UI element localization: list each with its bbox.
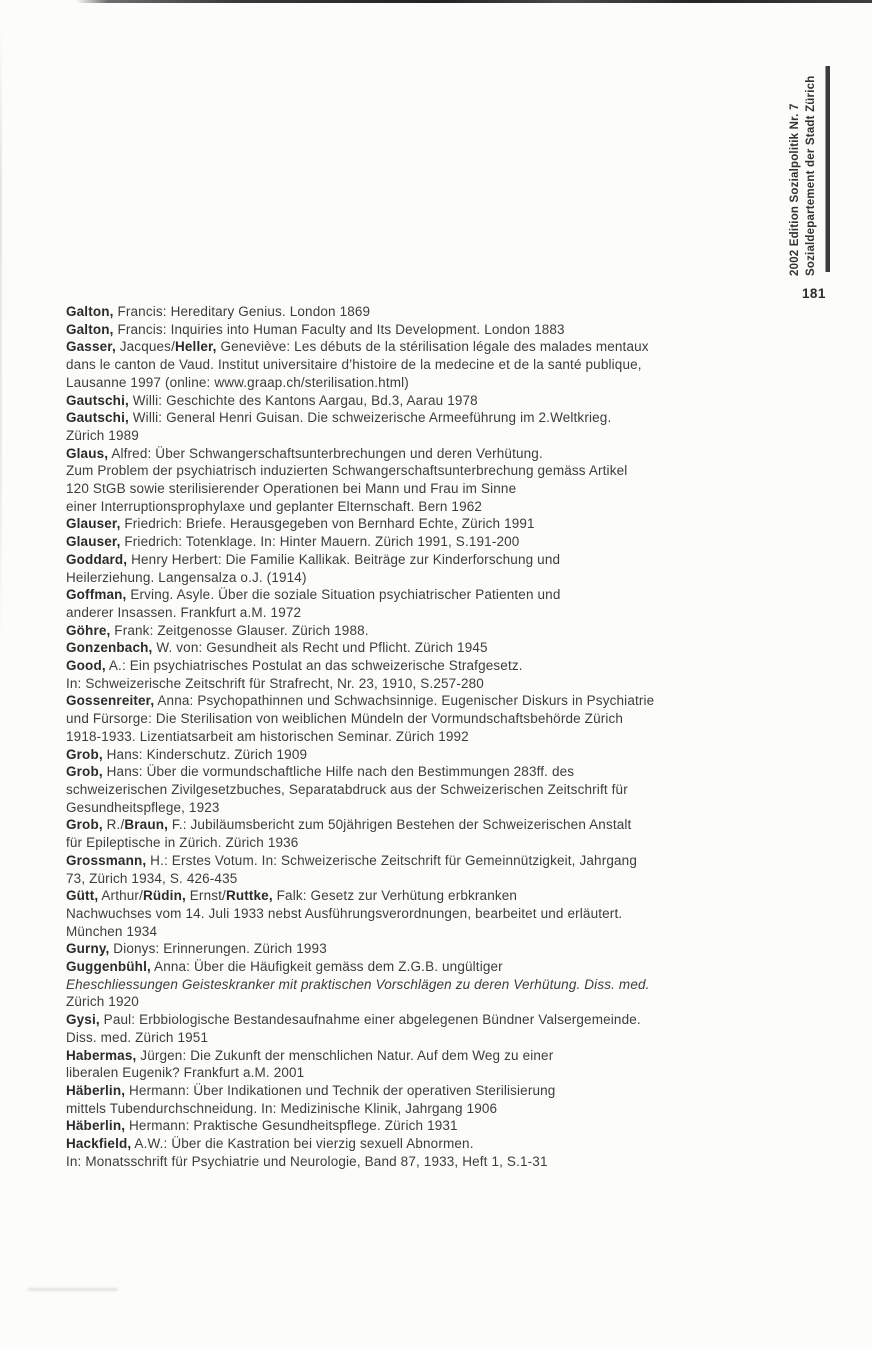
bib-line: Hackfield, A.W.: Über die Kastration bei vierzig sexuell Abnormen. — [66, 1136, 474, 1152]
bib-line: Habermas, Jürgen: Die Zukunft der menschlichen Natur. Auf dem Weg zu einer — [66, 1047, 554, 1063]
bib-line: Gesundheitspflege, 1923 — [66, 799, 220, 815]
bib-line: Galton, Francis: Inquiries into Human Faculty and Its Development. London 1883 — [66, 321, 565, 337]
bib-line: München 1934 — [66, 923, 158, 939]
scan-edge-top — [76, 0, 872, 3]
bib-line: Goffman, Erving. Asyle. Über die soziale Situation psychiatrischer Patienten und — [66, 587, 561, 603]
bib-line: Gysi, Paul: Erbbiologische Bestandesaufnahme einer abgelegenen Bündner Valsergemeinde. — [66, 1012, 641, 1028]
bib-line: Glauser, Friedrich: Briefe. Herausgegeben von Bernhard Echte, Zürich 1991 — [66, 516, 535, 532]
bib-line: Nachwuchses vom 14. Juli 1933 nebst Ausführungsverordnungen, bearbeitet und erläutert. — [66, 905, 623, 921]
bib-line: und Fürsorge: Die Sterilisation von weiblichen Mündeln der Vormundschaftsbehörde Zürich — [66, 711, 624, 727]
bib-line: Gossenreiter, Anna: Psychopathinnen und Schwachsinnige. Eugenischer Diskurs in Psychiatrie — [66, 693, 655, 709]
bib-line: Gautschi, Willi: Geschichte des Kantons Aargau, Bd.3, Aarau 1978 — [66, 392, 478, 408]
bib-line: Zum Problem der psychiatrisch induzierten Schwangerschaftsunterbrechung gemäss Artikel — [66, 463, 628, 479]
bib-line: 1918-1933. Lizentiatsarbeit am historischen Seminar. Zürich 1992 — [66, 728, 469, 744]
edition-label: 2002 Edition Sozialpolitik Nr. 7 — [789, 103, 801, 276]
bib-line: 73, Zürich 1934, S. 426-435 — [66, 870, 238, 886]
bib-line: Grob, Hans: Kinderschutz. Zürich 1909 — [66, 746, 308, 762]
bib-line: Gütt, Arthur/Rüdin, Ernst/Ruttke, Falk: Gesetz zur Verhütung erbkranken — [66, 888, 518, 904]
bib-line: In: Monatsschrift für Psychiatrie und Neurologie, Band 87, 1933, Heft 1, S.1-31 — [66, 1153, 548, 1169]
bib-line: Göhre, Frank: Zeitgenosse Glauser. Zürich 1988. — [66, 622, 369, 638]
bib-line: einer Interruptionsprophylaxe und geplanter Elternschaft. Bern 1962 — [66, 498, 483, 514]
bib-line: Zürich 1989 — [66, 427, 139, 443]
bib-line: mittels Tubendurchschneidung. In: Medizinische Klinik, Jahrgang 1906 — [66, 1100, 498, 1116]
department-label: Sozialdepartement der Stadt Zürich — [805, 75, 817, 276]
bib-line: Häberlin, Hermann: Über Indikationen und Technik der operativen Sterilisierung — [66, 1082, 556, 1098]
bib-line: Lausanne 1997 (online: www.graap.ch/sterilisation.html) — [66, 374, 409, 390]
bib-line: Heilerziehung. Langensalza o.J. (1914) — [66, 569, 307, 585]
bib-line: Goddard, Henry Herbert: Die Familie Kallikak. Beiträge zur Kinderforschung und — [66, 551, 561, 567]
bib-line: Grossmann, H.: Erstes Votum. In: Schweizerische Zeitschrift für Gemeinnützigkeit, Jahrgang — [66, 852, 637, 868]
bib-line: Guggenbühl, Anna: Über die Häufigkeit gemäss dem Z.G.B. ungültiger — [66, 959, 503, 975]
bib-line: anderer Insassen. Frankfurt a.M. 1972 — [66, 604, 302, 620]
bib-line: für Epileptische in Zürich. Zürich 1936 — [66, 835, 299, 851]
bibliography-list — [66, 303, 766, 1170]
scan-smudge — [28, 1288, 118, 1291]
bib-line: Grob, Hans: Über die vormundschaftliche Hilfe nach den Bestimmungen 283ff. des — [66, 764, 575, 780]
bib-line: Eheschliessungen Geisteskranker mit praktischen Vorschlägen zu deren Verhütung. Diss. med. — [66, 976, 650, 992]
bib-line: liberalen Eugenik? Frankfurt a.M. 2001 — [66, 1065, 305, 1081]
bib-line: Häberlin, Hermann: Praktische Gesundheitspflege. Zürich 1931 — [66, 1118, 458, 1134]
bib-line: Gautschi, Willi: General Henri Guisan. Die schweizerische Armeeführung im 2.Weltkrieg. — [66, 410, 612, 426]
bib-line: dans le canton de Vaud. Institut universitaire d’histoire de la medecine et de la santé publique, — [66, 357, 642, 373]
bib-line: Good, A.: Ein psychiatrisches Postulat an das schweizerische Strafgesetz. — [66, 658, 523, 674]
bib-line: 120 StGB sowie sterilisierender Operationen bei Mann und Frau im Sinne — [66, 481, 517, 497]
bib-line: Galton, Francis: Hereditary Genius. London 1869 — [66, 304, 371, 319]
sidebar-rule — [825, 66, 830, 272]
bib-line: Gurny, Dionys: Erinnerungen. Zürich 1993 — [66, 941, 327, 957]
bib-line: Glaus, Alfred: Über Schwangerschaftsunterbrechungen und deren Verhütung. — [66, 445, 543, 461]
page-number: 181 — [802, 286, 826, 301]
bib-line: schweizerischen Zivilgesetzbuches, Separatabdruck aus der Schweizerischen Zeitschrift für — [66, 781, 628, 797]
scan-edge-left — [0, 26, 2, 646]
bib-line: Diss. med. Zürich 1951 — [66, 1029, 209, 1045]
bib-line: Gonzenbach, W. von: Gesundheit als Recht und Pflicht. Zürich 1945 — [66, 640, 488, 656]
bib-line: Zürich 1920 — [66, 994, 139, 1010]
bib-line: Grob, R./Braun, F.: Jubiläumsbericht zum 50jährigen Bestehen der Schweizerischen Anstalt — [66, 817, 632, 833]
bib-line: In: Schweizerische Zeitschrift für Strafrecht, Nr. 23, 1910, S.257-280 — [66, 675, 484, 691]
bib-line: Glauser, Friedrich: Totenklage. In: Hinter Mauern. Zürich 1991, S.191-200 — [66, 534, 520, 550]
bib-line: Gasser, Jacques/Heller, Geneviève: Les débuts de la stérilisation légale des malades mentaux — [66, 339, 649, 355]
